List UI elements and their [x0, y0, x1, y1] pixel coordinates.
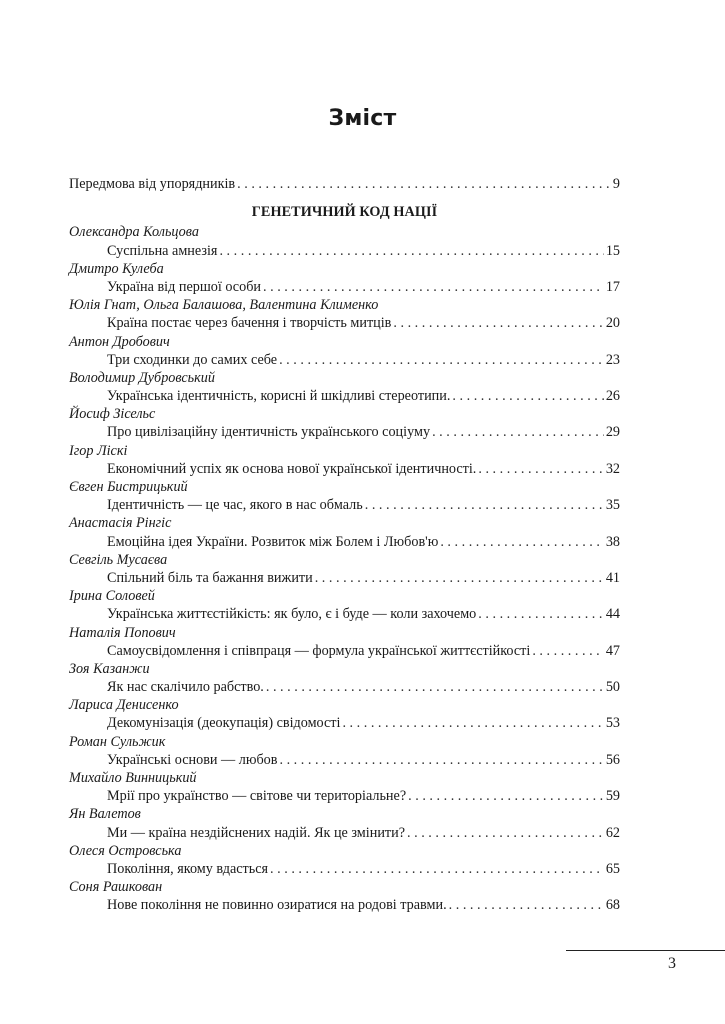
- toc-entry[interactable]: [69, 824, 620, 842]
- entry-page: 17: [605, 278, 620, 295]
- leader-dots: [478, 460, 603, 478]
- entry-page: 47: [605, 642, 620, 659]
- leader-dots: [263, 278, 604, 296]
- entry-author: Володимир Дубровський: [69, 369, 215, 386]
- leader-dots: [315, 569, 604, 587]
- leader-dots: [452, 387, 603, 405]
- leader-dots: [478, 605, 604, 623]
- entry-page: 32: [605, 460, 620, 477]
- entry-page: 68: [605, 897, 620, 914]
- toc-entry[interactable]: [69, 351, 620, 369]
- entry-page: 35: [605, 497, 620, 514]
- entry-author: Михайло Винницький: [69, 770, 197, 786]
- entry-title: Ідентичність — це час, якого в нас обмаль: [107, 497, 363, 514]
- leader-dots: [432, 423, 604, 441]
- entries-list: [69, 223, 620, 914]
- toc-entry[interactable]: [69, 678, 620, 696]
- entry-title: Україна від першої особи: [107, 278, 262, 295]
- leader-dots: [270, 860, 604, 878]
- entry-page: 50: [605, 679, 620, 696]
- leader-dots: [408, 787, 604, 805]
- footer-rule: [566, 950, 725, 951]
- entry-title: Спільний біль та бажання вижити: [107, 569, 313, 586]
- toc-entry[interactable]: [69, 714, 620, 732]
- leader-dots: [365, 496, 604, 514]
- entry-title: Економічний успіх як основа нової української ідентичності.: [107, 460, 477, 477]
- entry-author: Лариса Денисенко: [69, 697, 179, 714]
- leader-dots: [440, 533, 604, 551]
- leader-dots: [279, 351, 604, 369]
- toc-entry[interactable]: [69, 896, 620, 914]
- entry-title: Декомунізація (деокупація) свідомості: [107, 715, 341, 732]
- entry-page: 20: [605, 315, 620, 332]
- entry-title: Три сходинки до самих себе: [107, 351, 278, 368]
- toc-entry-preface[interactable]: [69, 175, 620, 193]
- entry-author: Зоя Казанжи: [69, 660, 150, 677]
- toc-entry[interactable]: [69, 496, 620, 514]
- page-number: 3: [668, 955, 676, 972]
- entry-page: 29: [605, 424, 620, 441]
- entry-page: 38: [605, 533, 620, 550]
- toc-entry[interactable]: [69, 751, 620, 769]
- toc-entry[interactable]: [69, 605, 620, 623]
- leader-dots: [237, 175, 611, 193]
- toc-entry[interactable]: [69, 242, 620, 260]
- entry-page: 56: [605, 751, 620, 768]
- toc-entry[interactable]: [69, 314, 620, 332]
- entry-title: Суспільна амнезія: [107, 242, 218, 259]
- entry-title: Покоління, якому вдасться: [107, 860, 269, 877]
- toc-entry[interactable]: [69, 460, 620, 478]
- leader-dots: [393, 314, 603, 332]
- entry-author: Йосиф Зісельс: [69, 406, 156, 423]
- entry-author: Ігор Ліскі: [69, 442, 128, 459]
- entry-title: Країна постає через бачення і творчість митців: [107, 315, 392, 332]
- entry-page: 26: [605, 388, 620, 405]
- entry-page: 53: [605, 715, 620, 732]
- entry-title: Мрії про українство — світове чи територіальне?: [107, 788, 407, 805]
- entry-author: Севгіль Мусаєва: [69, 551, 168, 568]
- entry-author: Юлія Гнат, Ольга Балашова, Валентина Клименко: [69, 297, 379, 314]
- leader-dots: [407, 824, 604, 842]
- entry-page: 23: [605, 351, 620, 368]
- toc-entry[interactable]: [69, 569, 620, 587]
- entry-title: Як нас скалічило рабство.: [107, 679, 264, 696]
- entry-author: Соня Рашкован: [69, 879, 163, 896]
- entry-author: Антон Дробович: [69, 333, 170, 350]
- entry-title: Нове покоління не повинно озиратися на родові травми.: [107, 897, 447, 914]
- toc-entry[interactable]: [69, 533, 620, 551]
- entry-author: Ян Валетов: [69, 806, 141, 823]
- entry-author: Олеся Островська: [69, 842, 182, 859]
- toc-entry[interactable]: [69, 387, 620, 405]
- entry-page: 62: [605, 824, 620, 841]
- entry-page: 41: [605, 569, 620, 586]
- section-heading: ГЕНЕТИЧНИЙ КОД НАЦІЇ: [251, 204, 438, 221]
- entry-page: 59: [605, 788, 620, 805]
- entry-title: Самоусвідомлення і співпраця — формула української життєстійкості: [107, 642, 531, 659]
- entry-author: Наталія Попович: [69, 624, 176, 641]
- leader-dots: [266, 678, 604, 696]
- entry-author: Дмитро Кулеба: [69, 260, 164, 277]
- entry-title: Українська ідентичність, корисні й шкідливі стереотипи.: [107, 388, 451, 405]
- entry-author: Роман Сульжик: [69, 733, 166, 750]
- entry-title: Про цивілізаційну ідентичність українського соціуму: [107, 424, 431, 441]
- leader-dots: [449, 896, 604, 914]
- entry-title: Українська життєстійкість: як було, є і буде — коли захочемо: [107, 606, 477, 623]
- table-of-contents: [69, 175, 620, 915]
- entry-title: Передмова від упорядників: [69, 176, 236, 192]
- toc-entry[interactable]: [69, 787, 620, 805]
- toc-entry[interactable]: [69, 860, 620, 878]
- leader-dots: [219, 242, 603, 260]
- entry-author: Олександра Кольцова: [69, 224, 199, 241]
- entry-page: 44: [605, 606, 620, 623]
- entry-page: 9: [612, 176, 620, 192]
- entry-author: Анастасія Рінгіс: [69, 515, 172, 532]
- page-title: Зміст: [328, 106, 397, 131]
- leader-dots: [279, 751, 603, 769]
- leader-dots: [342, 714, 603, 732]
- leader-dots: [532, 642, 603, 660]
- entry-page: 65: [605, 860, 620, 877]
- entry-title: Українські основи — любов: [107, 751, 278, 768]
- entry-title: Ми — країна нездійснених надій. Як це змінити?: [107, 824, 405, 841]
- entry-author: Євген Бистрицький: [69, 479, 188, 495]
- toc-entry[interactable]: [69, 278, 620, 296]
- entry-page: 15: [605, 242, 620, 259]
- toc-entry[interactable]: [69, 423, 620, 441]
- entry-author: Ірина Соловей: [69, 588, 155, 605]
- toc-entry[interactable]: [69, 642, 620, 660]
- entry-title: Емоційна ідея України. Розвиток між Болем і Любов'ю: [107, 533, 439, 550]
